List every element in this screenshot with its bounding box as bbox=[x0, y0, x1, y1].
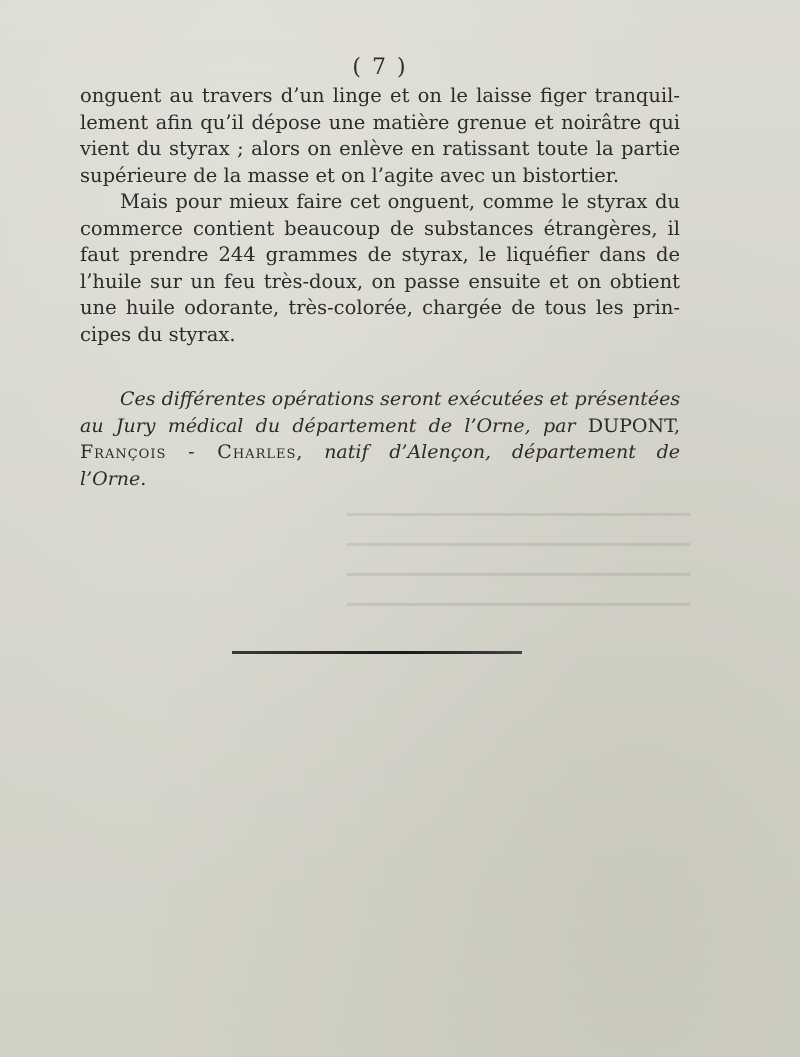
body-line: cipes du styrax. bbox=[80, 322, 236, 346]
attestation-line: l’Orne. bbox=[80, 467, 147, 490]
attestation-paragraph bbox=[80, 386, 680, 492]
attestation-text: au Jury médical du département de l’Orne, par bbox=[80, 414, 588, 437]
author-surname: DUPONT, bbox=[587, 414, 680, 437]
horizontal-rule bbox=[232, 651, 522, 654]
page-number: ( 7 ) bbox=[352, 55, 408, 80]
body-line: supérieure de la masse et on l’agite avec un bistortier. bbox=[80, 163, 620, 187]
body-text bbox=[80, 83, 680, 348]
body-line: une huile odorante, très-colorée, chargée de tous les prin- bbox=[80, 296, 680, 319]
body-line: commerce contient beaucoup de substances étrangères, il bbox=[80, 216, 680, 240]
attestation-line bbox=[80, 413, 680, 440]
attestation-text: natif d’Alençon, département de bbox=[303, 441, 681, 463]
body-line: vient du styrax ; alors on enlève en ratissant toute la partie bbox=[80, 137, 680, 160]
body-line: faut prendre 244 grammes de styrax, le liquéfier dans de bbox=[80, 243, 680, 266]
body-line: Mais pour mieux faire cet onguent, comme le styrax du bbox=[120, 190, 680, 213]
body-line: lement afin qu’il dépose une matière grenue et noirâtre qui bbox=[80, 110, 680, 134]
attestation-line bbox=[80, 439, 680, 466]
body-line: onguent au travers d’un linge et on le laisse figer tranquil- bbox=[80, 84, 680, 107]
body-line: l’huile sur un feu très-doux, on passe ensuite et on obtient bbox=[80, 269, 680, 293]
author-given-names: François - Charles, bbox=[80, 441, 304, 463]
show-through-texture: ━━━━━━━━━━━━━━━━━━━━━━━━━━━━━━ ━━━━━━━━━━━━━━━━━━━━━━━━━━━━━━ ━━━━━━━━━━━━━━━━━━━━━━━━━━━━━━ ━━━━━━━━━━━━━━━━━━━━━━━━━━━━━━ bbox=[346, 504, 690, 616]
attestation-line: Ces différentes opérations seront exécutées et présentées bbox=[120, 388, 681, 410]
